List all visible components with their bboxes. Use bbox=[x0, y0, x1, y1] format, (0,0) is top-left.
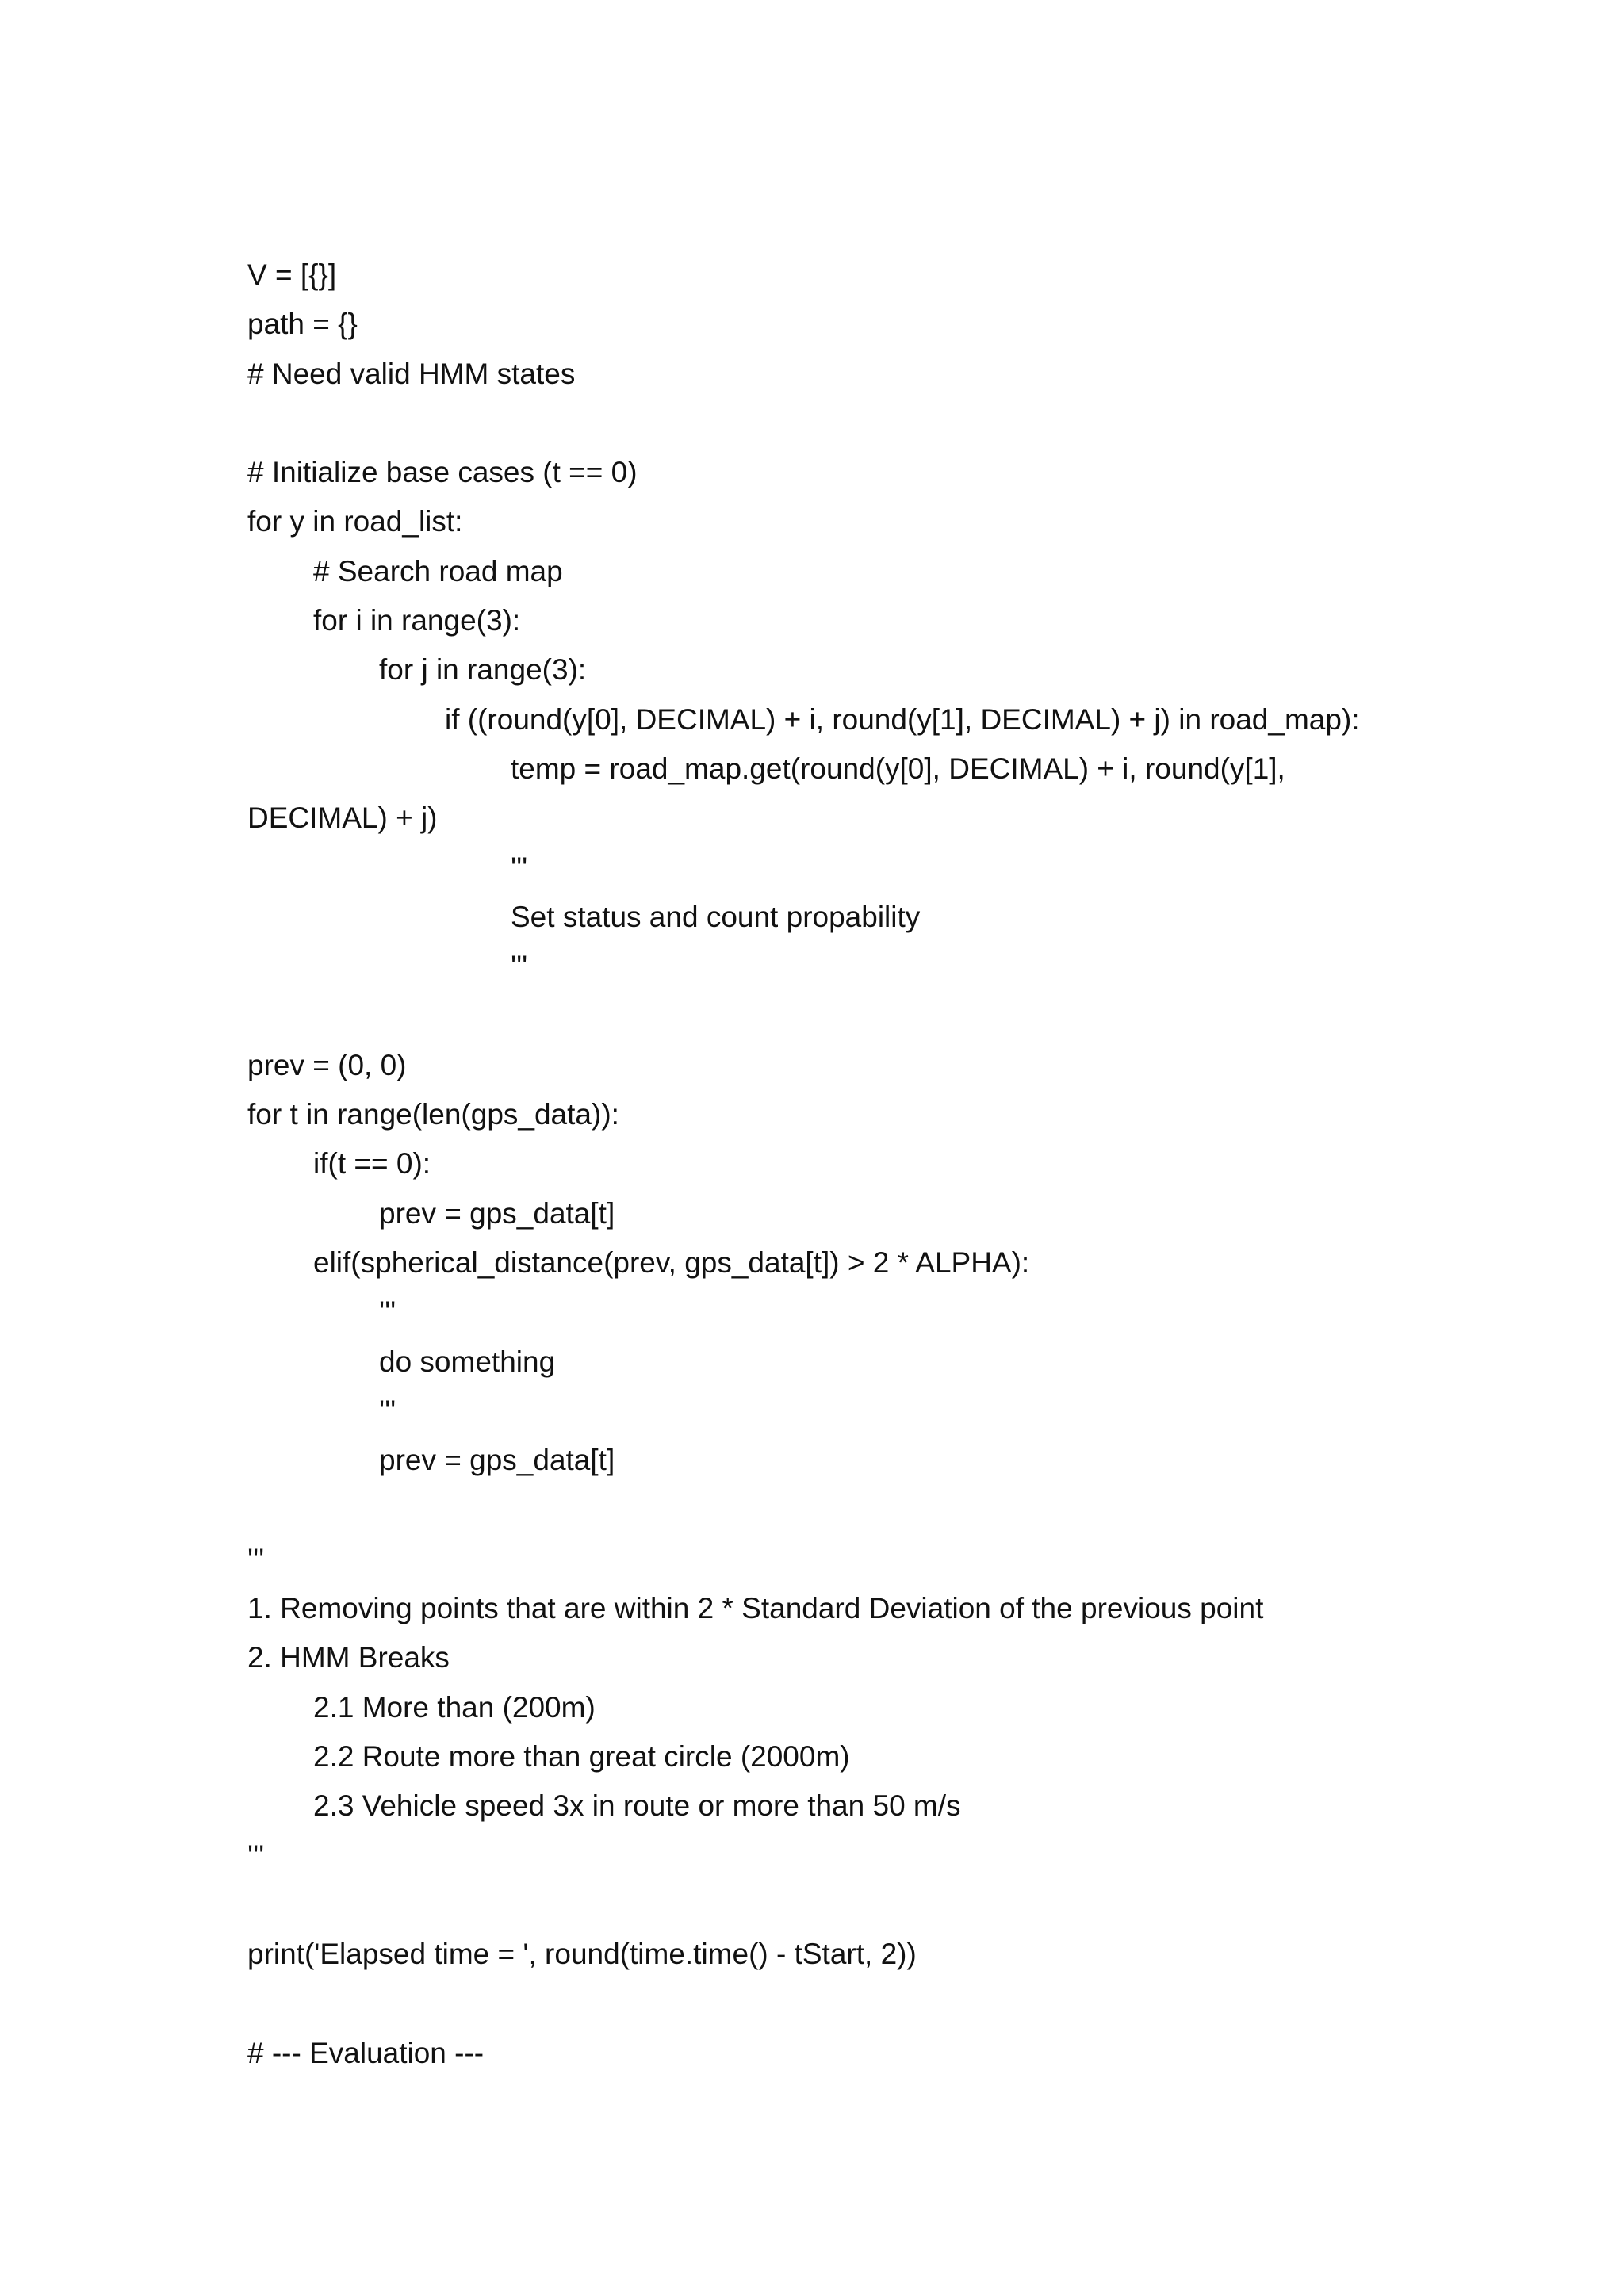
blank-line bbox=[247, 1979, 1421, 2028]
code-line: V = [{}] bbox=[247, 258, 337, 291]
code-line: for i in range(3): bbox=[313, 604, 521, 637]
code-line: for y in road_list: bbox=[247, 505, 463, 538]
docstring-line: 1. Removing points that are within 2 * Standard Deviation of the previous point bbox=[247, 1592, 1264, 1625]
code-line: prev = (0, 0) bbox=[247, 1048, 407, 1081]
code-line: temp = road_map.get(round(y[0], DECIMAL) + i, round(y[1], bbox=[511, 752, 1285, 785]
code-line: prev = gps_data[t] bbox=[379, 1444, 615, 1477]
docstring-line: Set status and count propability bbox=[511, 900, 921, 933]
code-line: print('Elapsed time = ', round(time.time() - tStart, 2)) bbox=[247, 1938, 917, 1971]
code-line: for j in range(3): bbox=[379, 653, 587, 687]
blank-line bbox=[247, 399, 1421, 448]
code-line: if(t == 0): bbox=[313, 1147, 431, 1181]
docstring-delimiter: ''' bbox=[511, 851, 528, 884]
docstring-delimiter: ''' bbox=[511, 950, 528, 983]
code-line: if ((round(y[0], DECIMAL) + i, round(y[1], DECIMAL) + j) in road_map): bbox=[445, 702, 1360, 736]
docstring-line: 2. HMM Breaks bbox=[247, 1641, 450, 1674]
code-line: prev = gps_data[t] bbox=[379, 1196, 615, 1230]
docstring-line: 2.3 Vehicle speed 3x in route or more than 50 m/s bbox=[313, 1789, 961, 1823]
code-comment-line: # --- Evaluation --- bbox=[247, 2036, 485, 2069]
docstring-delimiter: ''' bbox=[247, 1839, 265, 1872]
docstring-line: 2.1 More than (200m) bbox=[313, 1690, 596, 1724]
code-comment-line: # Initialize base cases (t == 0) bbox=[247, 456, 638, 489]
docstring-delimiter: ''' bbox=[379, 1394, 396, 1427]
blank-line bbox=[247, 991, 1421, 1040]
docstring-line: do something bbox=[379, 1345, 556, 1378]
blank-line bbox=[247, 1881, 1421, 1930]
docstring-line: 2.2 Route more than great circle (2000m) bbox=[313, 1739, 850, 1773]
code-comment-line: # Search road map bbox=[313, 554, 563, 587]
docstring-delimiter: ''' bbox=[379, 1295, 396, 1329]
code-line: path = {} bbox=[247, 308, 358, 341]
code-comment-line: # Need valid HMM states bbox=[247, 357, 576, 390]
code-line: for t in range(len(gps_data)): bbox=[247, 1098, 619, 1131]
code-line-wrapped: DECIMAL) + j) bbox=[247, 802, 438, 835]
code-line: elif(spherical_distance(prev, gps_data[t]) > 2 * ALPHA): bbox=[313, 1246, 1030, 1279]
docstring-delimiter: ''' bbox=[247, 1542, 265, 1575]
code-listing bbox=[247, 251, 1421, 2078]
blank-line bbox=[247, 1485, 1421, 1534]
